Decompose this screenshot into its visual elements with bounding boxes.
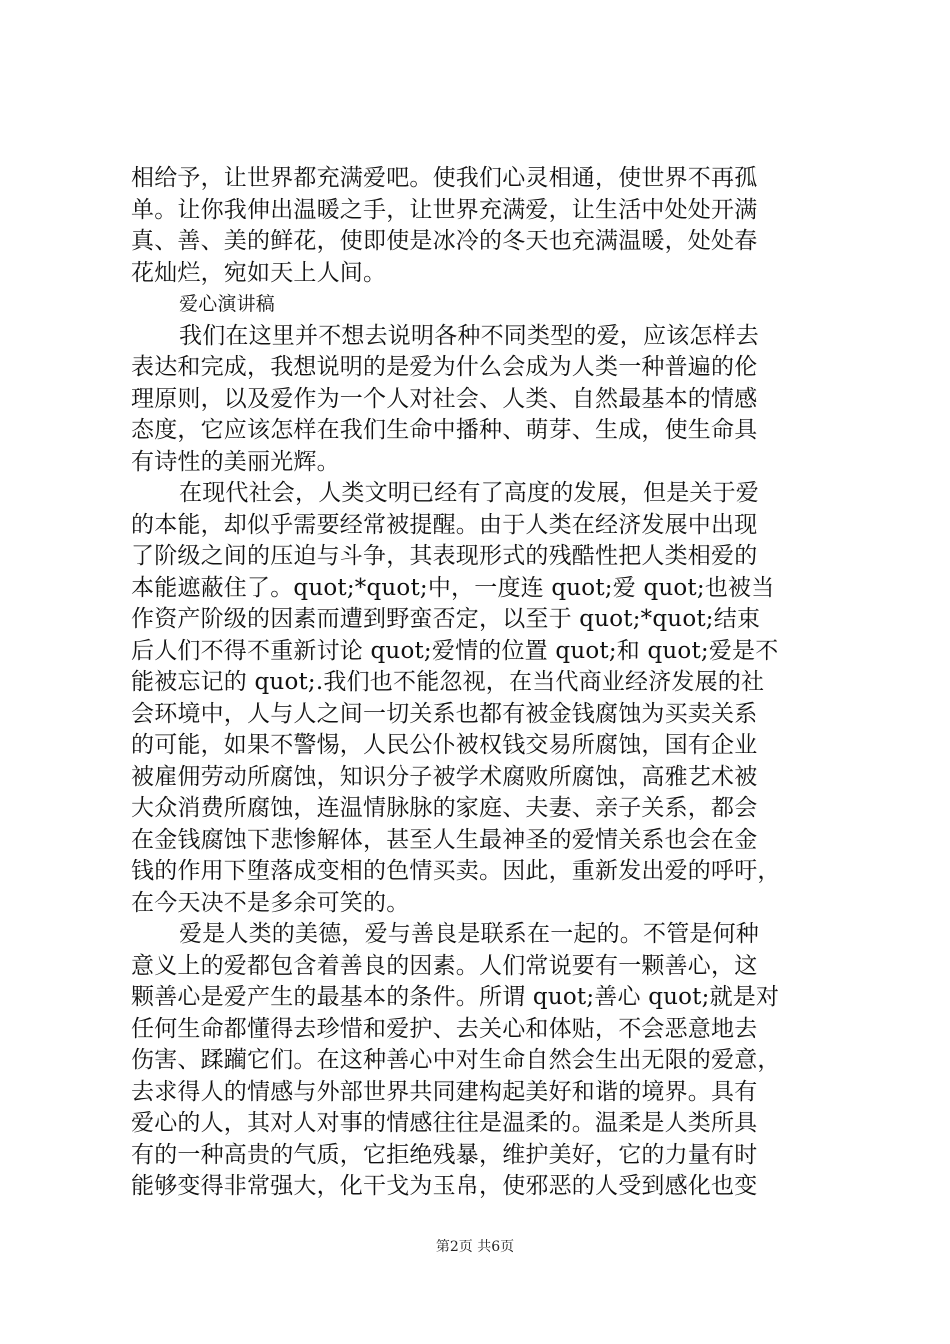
text-line: 有的一种高贵的气质，它拒绝残暴，维护美好，它的力量有时	[131, 1141, 758, 1168]
text-line: 相给予，让世界都充满爱吧。使我们心灵相通，使世界不再孤	[131, 165, 758, 191]
text-line: 了阶级之间的压迫与斗争，其表现形式的残酷性把人类相爱的	[131, 543, 758, 569]
text-line: 真、善、美的鲜花，使即使是冰冷的冬天也充满温暖，处处春	[131, 228, 758, 254]
text-line: 能够变得非常强大，化干戈为玉帛，使邪恶的人受到感化也变	[131, 1173, 758, 1199]
paragraph-first-line: 我们在这里并不想去说明各种不同类型的爱，应该怎样去	[179, 322, 759, 349]
text-line: 伤害、蹂躏它们。在这种善心中对生命自然会生出无限的爱意，	[131, 1047, 781, 1073]
text-line: 作资产阶级的因素而遭到野蛮否定，以至于 quot;*quot;结束	[131, 606, 761, 632]
text-line: 能被忘记的 quot;.我们也不能忽视，在当代商业经济发展的社	[131, 669, 765, 695]
text-line: 去求得人的情感与外部世界共同建构起美好和谐的境界。具有	[131, 1078, 758, 1105]
text-line: 大众消费所腐蚀，连温情脉脉的家庭、夫妻、亲子关系，都会	[131, 795, 758, 821]
text-line: 在今天决不是多余可笑的。	[131, 889, 410, 916]
text-line: 任何生命都懂得去珍惜和爱护、去关心和体贴，不会恶意地去	[131, 1015, 758, 1042]
text-line: 的可能，如果不警惕，人民公仆被权钱交易所腐蚀，国有企业	[131, 732, 758, 758]
text-line: 表达和完成，我想说明的是爱为什么会成为人类一种普遍的伦	[131, 354, 758, 380]
text-line: 的本能，却似乎需要经常被提醒。由于人类在经济发展中出现	[131, 511, 758, 538]
paragraph-first-line: 爱是人类的美德，爱与善良是联系在一起的。不管是何种	[179, 921, 759, 947]
text-line: 单。让你我伸出温暖之手，让世界充满爱，让生活中处处开满	[131, 196, 758, 223]
text-line: 后人们不得不重新讨论 quot;爱情的位置 quot;和 quot;爱是不	[131, 637, 779, 664]
page-number: 第2页 共6页	[435, 1239, 515, 1255]
body-text	[131, 163, 831, 1203]
text-line: 被雇佣劳动所腐蚀，知识分子被学术腐败所腐蚀，高雅艺术被	[131, 763, 758, 790]
paragraph-first-line: 在现代社会，人类文明已经有了高度的发展，但是关于爱	[179, 480, 759, 506]
text-line: 意义上的爱都包含着善良的因素。人们常说要有一颗善心，这	[131, 952, 758, 979]
text-line: 会环境中，人与人之间一切关系也都有被金钱腐蚀为买卖关系	[131, 700, 758, 727]
text-line: 本能遮蔽住了。quot;*quot;中，一度连 quot;爱 quot;也被当	[131, 574, 775, 601]
text-line: 爱心的人，其对人对事的情感往往是温柔的。温柔是人类所具	[131, 1110, 758, 1136]
text-line: 有诗性的美丽光辉。	[131, 448, 340, 475]
text-line: 钱的作用下堕落成变相的色情买卖。因此，重新发出爱的呼吁，	[131, 858, 781, 884]
text-line: 花灿烂，宛如天上人间。	[131, 259, 387, 286]
text-line: 态度，它应该怎样在我们生命中播种、萌芽、生成，使生命具	[131, 417, 758, 443]
text-line: 在金钱腐蚀下悲惨解体，甚至人生最神圣的爱情关系也会在金	[131, 826, 758, 853]
section-heading: 爱心演讲稿	[179, 293, 276, 315]
text-line: 颗善心是爱产生的最基本的条件。所谓 quot;善心 quot;就是对	[131, 984, 780, 1010]
text-line: 理原则，以及爱作为一个人对社会、人类、自然最基本的情感	[131, 385, 758, 412]
